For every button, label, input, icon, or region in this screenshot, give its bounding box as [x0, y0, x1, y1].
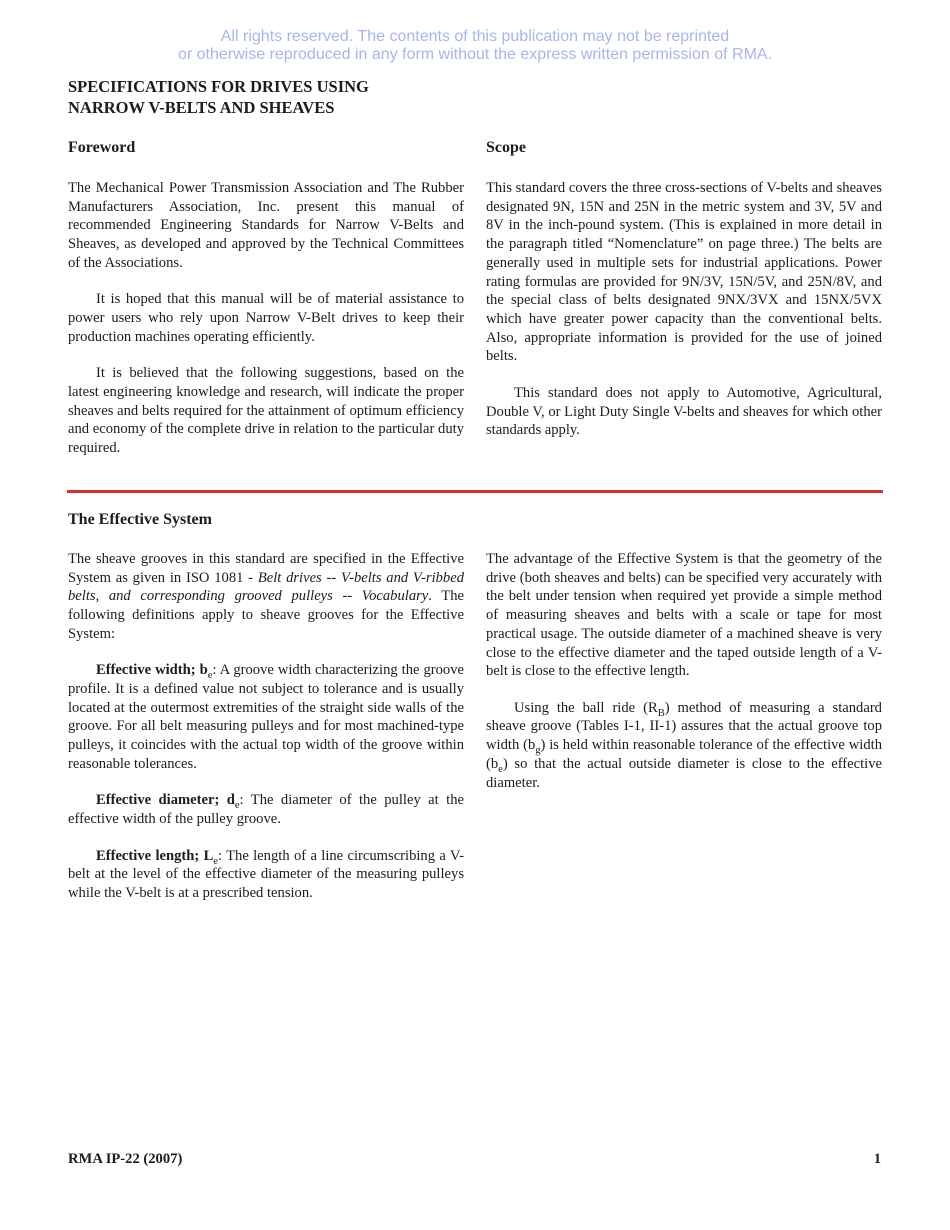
- effective-system-heading: The Effective System: [68, 511, 212, 528]
- section-divider: [67, 490, 883, 493]
- ball-ride-subscript-b: B: [657, 707, 665, 719]
- scope-heading: Scope: [486, 139, 526, 156]
- foreword-heading: Foreword: [68, 139, 136, 156]
- effective-system-intro: [68, 550, 464, 644]
- foreword-paragraph-1: The Mechanical Power Transmission Association and The Rubber Manufacturers Association, Inc. present this manual of recommended Engineering Standards for Narrow V-Belts and Sheaves, as developed and approved by the Technical Committees of the Associations.: [68, 180, 464, 271]
- intro-text-a: The sheave grooves in this standard are specified in the Effective System as given in ISO 1081 -: [68, 551, 464, 586]
- effective-diameter-subscript: e: [234, 800, 240, 812]
- effective-length-subscript: e: [213, 855, 218, 867]
- effective-diameter-definition: [68, 791, 464, 828]
- document-title: [68, 76, 568, 118]
- foreword-paragraph-2: It is hoped that this manual will be of material assistance to power users who rely upon Narrow V-Belt drives to keep their production machines operating efficiently.: [68, 291, 464, 345]
- copyright-notice: [0, 28, 950, 64]
- page-number: 1: [873, 1151, 881, 1167]
- ball-ride-text-1: Using the ball ride (R: [514, 699, 658, 716]
- scope-column: [486, 179, 882, 458]
- ball-ride-text-2: ) method of measuring a standard sheave groove (Tables I-1, II-1) assures that the actual groove top width (b: [486, 699, 882, 754]
- scope-paragraph-2: This standard does not apply to Automotive, Agricultural, Double V, or Light Duty Single V-belts and sheaves for which other standards apply.: [486, 384, 882, 439]
- effective-system-advantage: The advantage of the Effective System is that the geometry of the drive (both sheaves and belts) can be specified very accurately with the belt under tension when required yet provide a simple method of measuring sheaves and belts with a scale or tape for most practical usage. The outside diameter of a machined sheave is very close to the effective diameter and the taped outside length of a V-belt is close to the effective length.: [486, 551, 882, 680]
- copyright-line-1: All rights reserved. The contents of this publication may not be reprinted: [220, 28, 730, 45]
- effective-width-term: Effective width; b: [96, 662, 208, 679]
- effective-length-text: : The length of a line circumscribing a V-belt at the level of the effective diameter of the measuring pulleys while the V-belt is at a prescribed tension.: [68, 847, 464, 901]
- effective-system-right-column: [486, 550, 882, 810]
- title-line-1: SPECIFICATIONS FOR DRIVES USING: [68, 77, 369, 96]
- effective-width-text: : A groove width characterizing the groove profile. It is a defined value not subject to tolerance and is usually located at the outermost extremities of the straight side walls of the groove. For all belt measuring pulleys and for most machined-type pulleys, it coincides with the actual top width of the groove within reasonable tolerances.: [68, 662, 464, 772]
- intro-text-b: . The following definitions apply to sheave grooves for the Effective System:: [68, 588, 464, 642]
- effective-diameter-text: : The diameter of the pulley at the effective width of the pulley groove.: [68, 792, 464, 828]
- ball-ride-text-3: ) is held within reasonable tolerance of the effective width (b: [486, 737, 882, 772]
- copyright-line-2: or otherwise reproduced in any form without the express written permission of RMA.: [177, 46, 773, 63]
- effective-width-subscript-e: e: [498, 763, 503, 775]
- foreword-column: [68, 179, 464, 476]
- effective-length-term: Effective length; L: [96, 847, 214, 864]
- scope-paragraph-1: This standard covers the three cross-sections of V-belts and sheaves designated 9N, 15N and 25N in the metric system and 3V, 5V and 8V in the inch-pound system. (This is explained in more detail in the paragraph titled “Nomenclature” on page three.) The belts are generally used in multiple sets for industrial applications. Power rating formulas are provided for 9N/3V, 15N/5V, and 25N/8V, and the special class of belts designated 9NX/3VX and 15NX/5VX which have greater power capacity than the conventional belts. Also, appropriate information is provided for the use of joined belts.: [486, 180, 882, 365]
- groove-width-subscript-g: g: [535, 745, 541, 757]
- effective-system-left-column: [68, 550, 464, 920]
- effective-diameter-term: Effective diameter; d: [96, 792, 235, 809]
- title-line-2: NARROW V-BELTS AND SHEAVES: [68, 98, 335, 117]
- effective-width-definition: [68, 661, 464, 773]
- ball-ride-text-4: ) so that the actual outside diameter is close to the effective diameter.: [486, 755, 882, 791]
- ball-ride-paragraph: [486, 699, 882, 793]
- effective-width-subscript: e: [207, 670, 213, 682]
- intro-iso-title: Belt drives -- V-belts and V-ribbed belts, and corresponding grooved pulleys -- Vocabulary: [68, 569, 464, 605]
- effective-length-definition: [68, 847, 464, 903]
- foreword-paragraph-3: It is believed that the following suggestions, based on the latest engineering knowledge and research, will indicate the proper sheaves and belts required for the attainment of optimum efficiency and economy of the complete drive in relation to the particular duty required.: [68, 365, 464, 457]
- footer-document-id: RMA IP-22 (2007): [68, 1151, 183, 1167]
